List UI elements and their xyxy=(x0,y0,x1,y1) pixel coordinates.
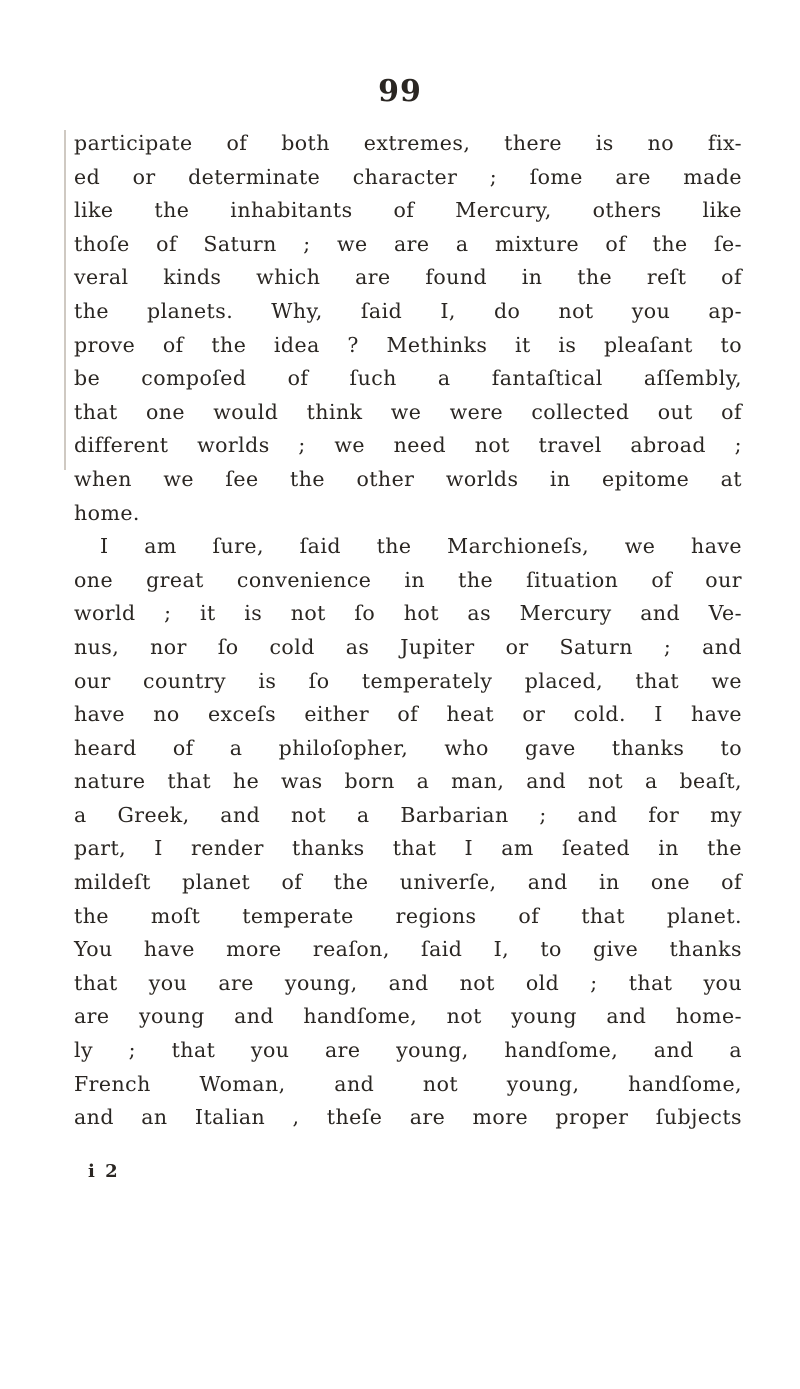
text-line: French Woman, and not young, handſome, xyxy=(74,1071,742,1096)
text-line: nus, nor ſo cold as Jupiter or Saturn ; and xyxy=(74,634,742,659)
body-text xyxy=(74,127,742,1135)
text-line: different worlds ; we need not travel abroad ; xyxy=(74,433,742,458)
text-line: the moſt temperate regions of that planet. xyxy=(74,903,742,928)
margin-mark xyxy=(64,130,66,400)
text-line: home. xyxy=(74,500,140,525)
text-line: veral kinds which are found in the reſt of xyxy=(74,265,742,290)
margin-mark xyxy=(64,400,66,470)
text-line: a Greek, and not a Barbarian ; and for my xyxy=(74,802,742,827)
text-line: world ; it is not ſo hot as Mercury and Ve- xyxy=(74,601,742,626)
text-line: I am ſure, ſaid the Marchioneſs, we have xyxy=(100,534,742,559)
text-line: mildeſt planet of the univerſe, and in one of xyxy=(74,870,742,895)
text-line: that one would think we were collected out of xyxy=(74,399,742,424)
text-line: one great convenience in the ſituation of our xyxy=(74,567,742,592)
text-line: our country is ſo temperately placed, that we xyxy=(74,668,742,693)
signature-mark: i 2 xyxy=(88,1161,120,1182)
text-line: nature that he was born a man, and not a beaſt, xyxy=(74,769,742,794)
text-line: have no exceſs either of heat or cold. I have xyxy=(74,702,742,727)
text-line: part, I render thanks that I am ſeated in the xyxy=(74,836,742,861)
text-line: the planets. Why, ſaid I, do not you ap- xyxy=(74,298,742,323)
text-line: ed or determinate character ; ſome are made xyxy=(74,164,742,189)
text-line: like the inhabitants of Mercury, others like xyxy=(74,198,742,223)
text-line: heard of a philoſopher, who gave thanks to xyxy=(74,735,742,760)
text-line: that you are young, and not old ; that you xyxy=(74,970,742,995)
text-line: You have more reaſon, ſaid I, to give thanks xyxy=(74,937,742,962)
text-line: participate of both extremes, there is no fix- xyxy=(74,131,742,155)
text-line: when we ſee the other worlds in epitome at xyxy=(74,466,742,491)
text-line: are young and handſome, not young and home- xyxy=(74,1004,742,1029)
text-line: be compoſed of ſuch a fantaſtical aſſembly, xyxy=(74,366,742,391)
text-line: thoſe of Saturn ; we are a mixture of the ſe- xyxy=(74,231,742,256)
text-line: prove of the idea ? Methinks it is pleaſant to xyxy=(74,332,742,357)
text-line: and an Italian , theſe are more proper ſubjects xyxy=(74,1105,742,1130)
text-line: ly ; that you are young, handſome, and a xyxy=(74,1038,742,1063)
page-number: 99 xyxy=(378,74,422,109)
